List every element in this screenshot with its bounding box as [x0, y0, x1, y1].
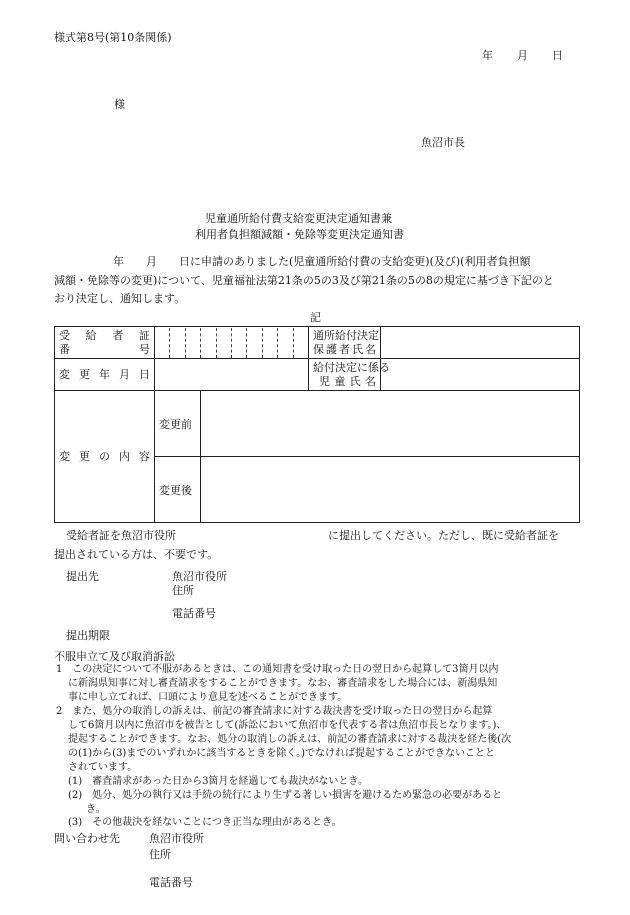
appeal-2-line-1: 2 また、処分の取消しの訴えは、前記の審査請求に対する裁決書を受け取った日の翌日から起算	[56, 706, 493, 717]
decision-table	[54, 326, 580, 523]
submit-note-b: に提出してください。ただし、既に受給者証を	[328, 529, 559, 542]
date-day: 日	[552, 49, 563, 62]
appeal-item-3: (3) その他裁決を経ないことにつき正当な理由があるとき。	[68, 817, 342, 828]
submit-to-name: 魚沼市役所	[172, 570, 227, 583]
guardian-name-label: 通 所 給 付 決 定 保 護 者 氏 名	[309, 327, 381, 359]
appeal-item-1: (1) 審査請求があった日から3箇月を経過しても裁決がないとき。	[68, 776, 369, 787]
child-name-label: 給 付 決 定 に 係 る 児 童 氏 名	[309, 359, 381, 391]
contact-address: 住所	[149, 848, 171, 861]
submit-address-label: 住所	[172, 584, 194, 597]
title-line-1: 児童通所給付費支給変更決定通知書兼	[205, 212, 392, 225]
cert-number-field[interactable]	[155, 327, 309, 359]
intro-line-3: おり決定し、通知します。	[54, 292, 186, 305]
change-date-field[interactable]	[155, 359, 309, 391]
form-number: 様式第8号(第10条関係)	[54, 31, 172, 44]
ki-label: 記	[310, 311, 321, 324]
recipient-suffix: 様	[114, 98, 125, 111]
child-name-field[interactable]	[381, 359, 580, 391]
date-month: 月	[517, 49, 528, 62]
appeal-heading: 不服申立て及び取消訴訟	[54, 650, 175, 663]
submit-phone-label: 電話番号	[172, 607, 216, 620]
submit-to-label: 提出先	[66, 570, 99, 583]
after-field[interactable]	[201, 457, 580, 523]
before-field[interactable]	[201, 391, 580, 457]
appeal-2-line-2: して6箇月以内に魚沼市を被告として(訴訟において魚沼市を代表する者は魚沼市長となります。)、	[68, 720, 507, 731]
guardian-name-field[interactable]	[381, 327, 580, 359]
before-label: 変更前	[155, 391, 201, 457]
issuer: 魚沼市長	[421, 136, 465, 149]
after-label: 変更後	[155, 457, 201, 523]
intro-line-2: 減額・免除等の変更)について、児童福祉法第21条の5の3及び第21条の5の8の規定に基づき下記のと	[54, 274, 554, 287]
cert-number-label: 受 給 者 証 番 号	[55, 327, 155, 359]
appeal-2-line-4: の(1)から(3)までのいずれかに該当するときを除く。)でなければ提起することができないことと	[68, 748, 496, 759]
appeal-item-2: (2) 処分、処分の執行又は手続の続行により生ずる著しい損害を避けるため緊急の必要があると	[68, 790, 503, 801]
change-date-label: 変 更 年 月 日	[55, 359, 155, 391]
submit-note-a: 受給者証を魚沼市役所	[66, 529, 176, 542]
intro-line-1: 年 月 日に申請のありました(児童通所給付費の支給変更)(及び)(利用者負担額	[113, 255, 531, 268]
date-year: 年	[482, 49, 493, 62]
appeal-1-line-1: 1 この決定について不服があるときは、この通知書を受け取った日の翌日から起算して3箇月以内	[56, 664, 499, 675]
contact-label: 問い合わせ先	[54, 832, 120, 845]
submit-note-c: 提出されている方は、不要です。	[54, 548, 219, 561]
deadline-label: 提出期限	[66, 629, 110, 642]
appeal-2-line-3: 提起することができます。なお、処分の取消しの訴えは、前記の審査請求に対する裁決を経た後(次	[68, 734, 512, 745]
title-line-2: 利用者負担額減額・免除等変更決定通知書	[195, 228, 404, 241]
appeal-2-line-5: されています。	[68, 762, 138, 773]
change-content-label: 変 更 の 内 容	[55, 391, 155, 523]
appeal-1-line-3: 事に申し立てれば、口頭により意見を述べることができます。	[68, 692, 348, 703]
appeal-item-2-cont: き。	[86, 804, 106, 815]
contact-name: 魚沼市役所	[149, 832, 204, 845]
contact-phone: 電話番号	[149, 876, 193, 889]
appeal-1-line-2: に新潟県知事に対し審査請求をすることができます。なお、審査請求をした場合には、新潟県知	[68, 678, 498, 689]
